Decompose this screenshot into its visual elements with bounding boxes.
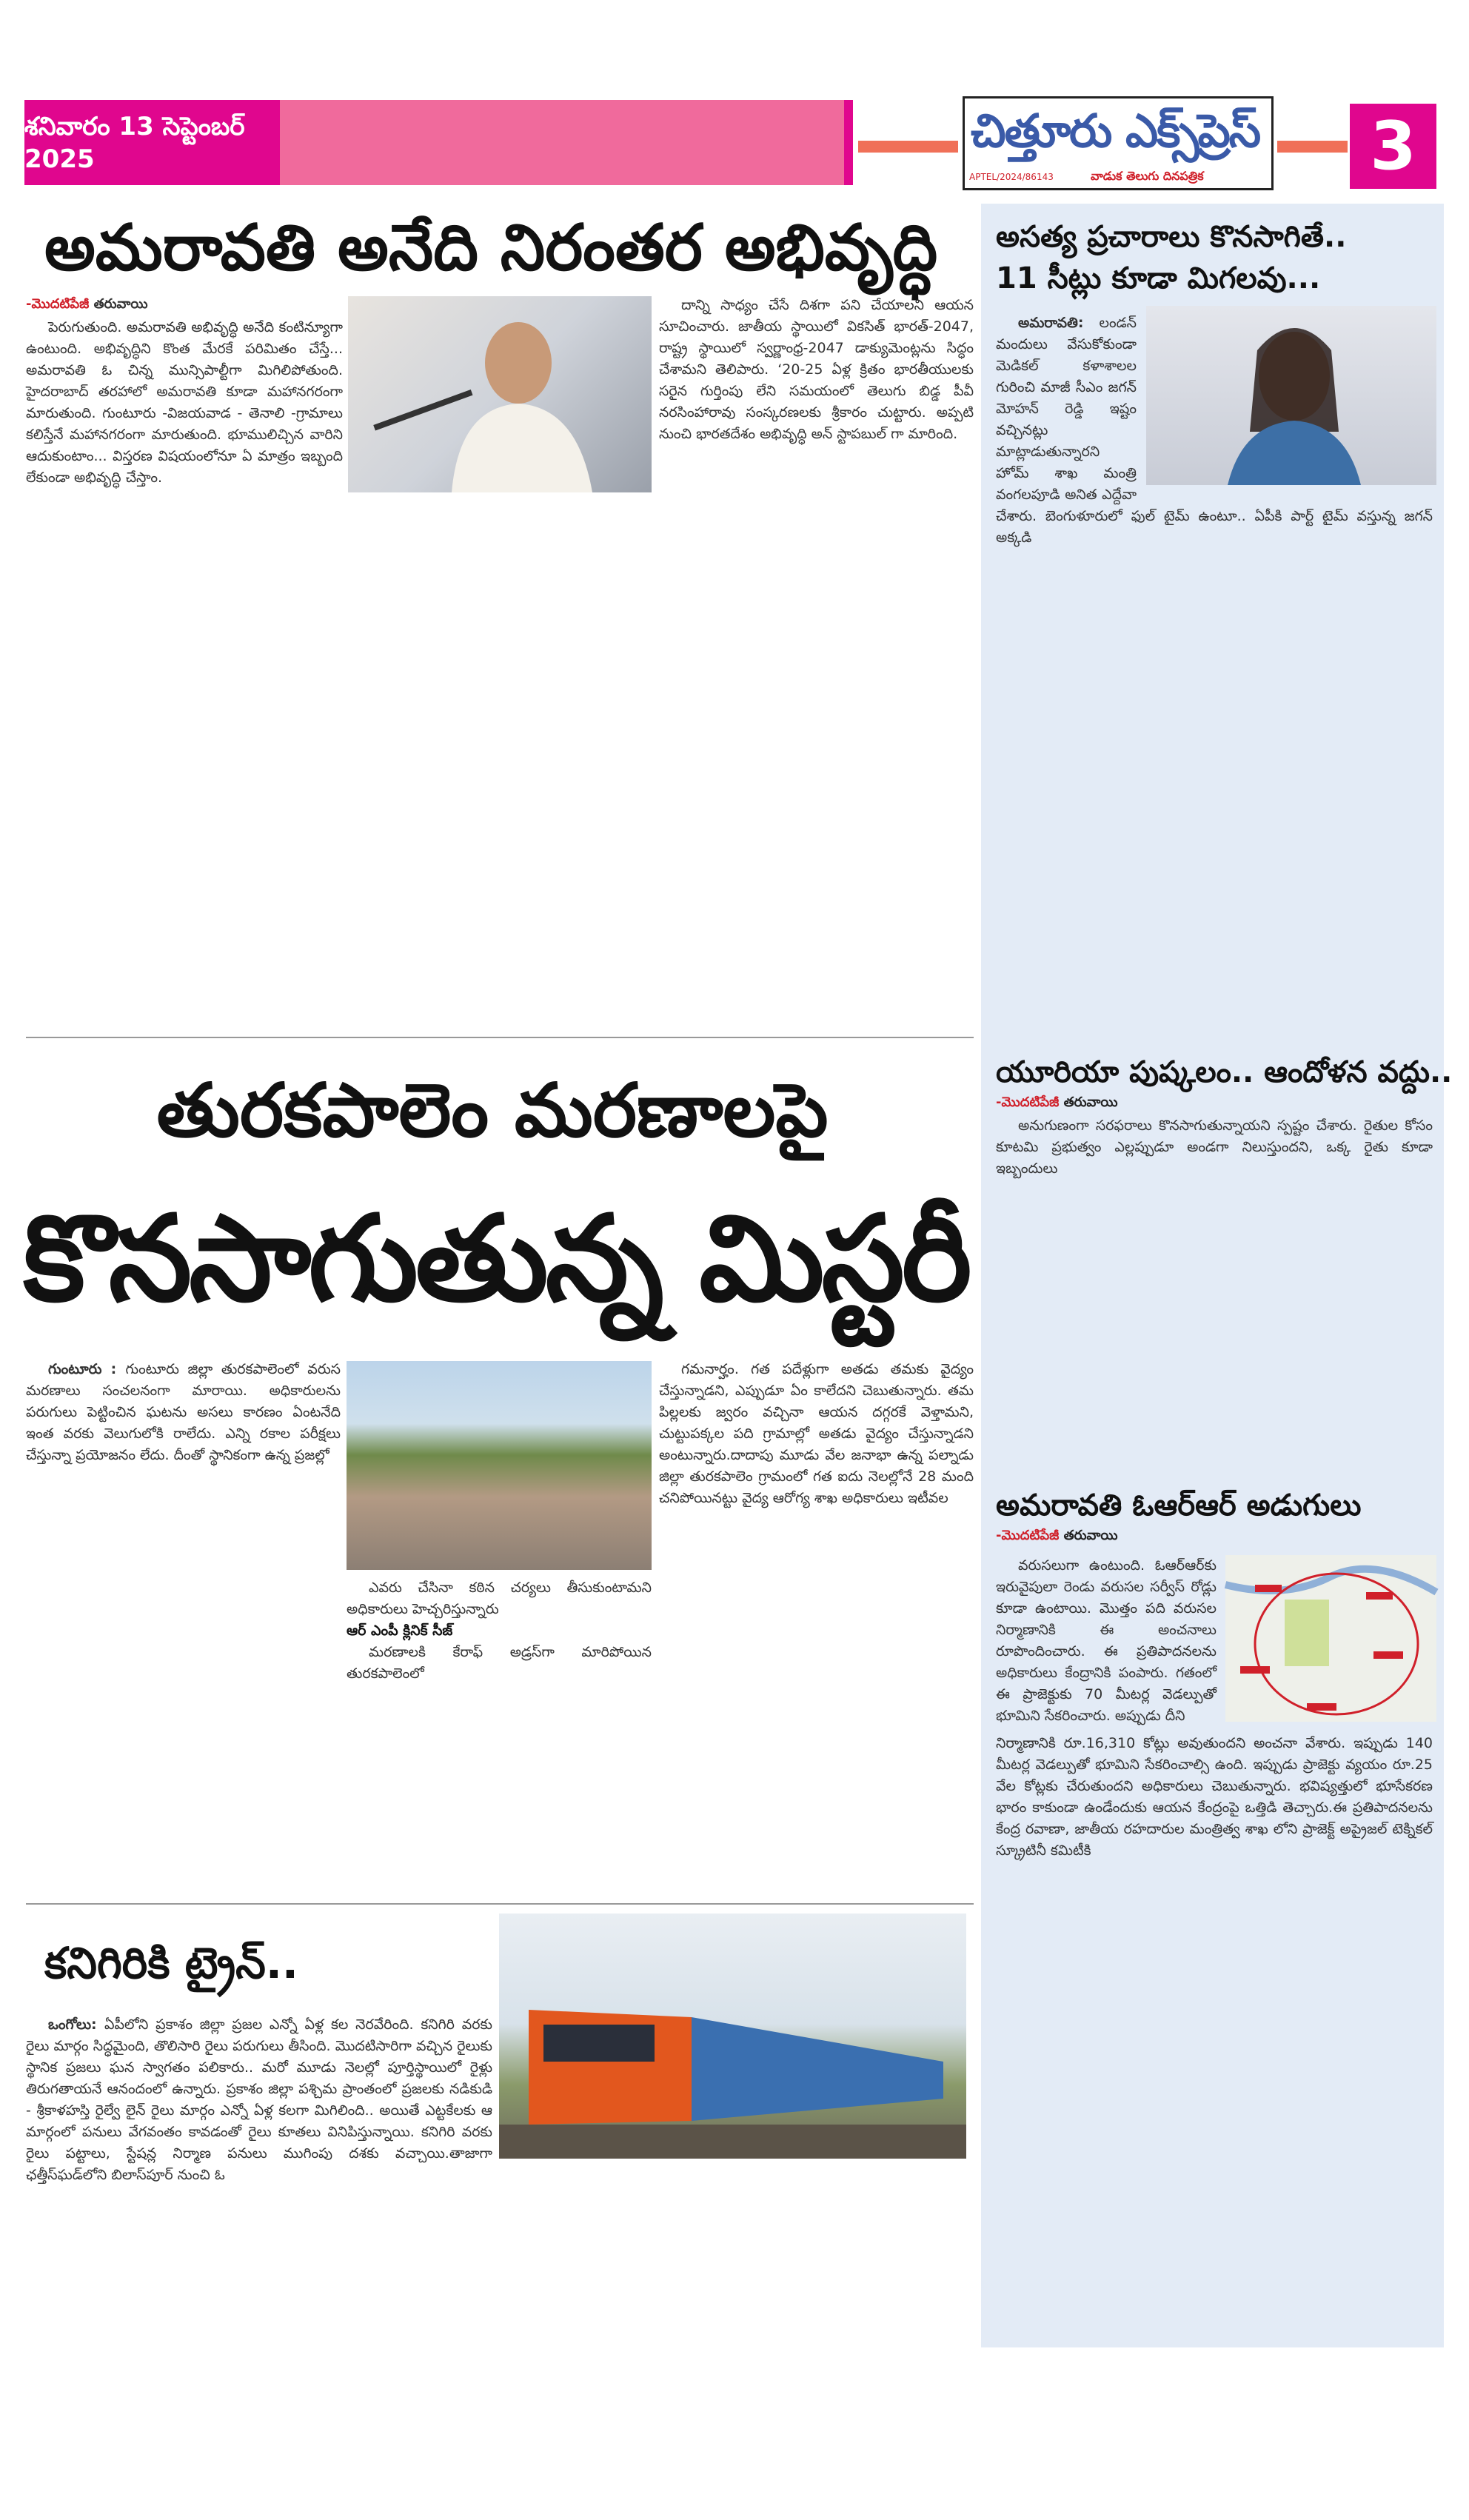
continued-black: తరువాయి <box>1059 1528 1118 1543</box>
orr-map <box>1225 1555 1436 1722</box>
train-image <box>499 1914 966 2159</box>
continued-tag <box>996 1526 1433 1545</box>
sidebar2 <box>996 1052 1453 1471</box>
article3-text: ఏపీలోని ప్రకాశం జిల్లా ప్రజల ఎన్నో ఏళ్ల కల నెరవేరింది. కనిగిరి వరకు రైలు మార్గం సిద్ధమైంది, తొలిసారి రైలు పరుగులు తీసింది. మొదటిసారిగా వచ్చిన రైలుకు స్థానిక ప్రజలు ఘన స్వాగతం పలికారు.. మరో మూడు నెలల్లో పూర్తిస్థాయిలో రైళ్లు తిరుగతాయనే ఆనందంలో ఉన్నారు. ప్రకాశం జిల్లా పశ్చిమ ప్రాంతంలో ప్రజలకు నడికుడి - శ్రీకాళహస్తి రైల్వే లైన్ రైలు మార్గం ఎన్నో ఏళ్ల కలగా మిగిలింది.. అయితే ఎట్టకేలకు ఆ మార్గంలో పనులు వేగవంతం కావడంతో రైలు కూతలు వినిపిస్తున్నాయి. కనిగిరి వరకు రైలు పట్టాలు, స్టేషన్ల నిర్మాణ పనులు ముగింపు దశకు వచ్చాయి.తాజాగా ఛత్తీస్‌ఘడ్‌లోని బిలాస్‌పూర్ నుంచి ఓ <box>26 2016 492 2183</box>
continued-tag <box>26 295 343 314</box>
divider <box>26 1037 974 1038</box>
sidebar1-headline-line2: 11 సీట్లు కూడా మిగలవు... <box>996 261 1321 295</box>
header-band <box>280 100 844 185</box>
orr-map-image <box>1225 1555 1436 1722</box>
logo-name: చిత్తూరు ఎక్స్‌ప్రెస్ <box>971 104 1260 158</box>
header-strip <box>844 100 853 185</box>
article1-col3 <box>659 295 974 1024</box>
article2-col1 <box>26 1359 341 1896</box>
logo-reg: APTEL/2024/86143 <box>969 172 1054 182</box>
sidebar2-headline: యూరియా పుష్కలం.. ఆందోళన వద్దు.. <box>996 1055 1453 1089</box>
header-divider <box>858 141 958 153</box>
sidebar3 <box>996 1485 1433 1548</box>
sidebar1-headline <box>996 216 1433 299</box>
village-photo <box>347 1361 652 1570</box>
sidebar1-text: లండన్ మందులు వేసుకోకుండా మెడికల్ కళాశాలల గురించి మాజీ సీఎం జగన్ మోహన్ రెడ్డి ఇష్టం వచ్చినట్లు మాట్లాడుతున్నారని హోమ్ శాఖ మంత్రి వంగలపూడి అనిత ఎద్దేవా చేశారు. బెంగుళూరులో ఫుల్ టైమ్ ఉంటూ.. ఏపీకి పార్ట్ టైమ్ వస్తున్న జగన్ అక్కడి <box>996 315 1433 546</box>
continued-red: -మొదటిపేజీ <box>26 296 90 312</box>
train-photo <box>499 1914 966 2159</box>
article3-body <box>26 2014 492 2183</box>
article1-headline: అమరావతి అనేది నిరంతర అభివృద్ధి <box>44 211 938 285</box>
article2-col2 <box>347 1577 652 1896</box>
header-divider <box>1277 141 1348 153</box>
article2-text: మరణాలకి కేరాఫ్ అడ్రస్‌గా మారిపోయిన తురకపాలెంలో <box>347 1644 652 1682</box>
continued-tag <box>996 1093 1433 1112</box>
sidebar3-body-narrow <box>996 1555 1217 1727</box>
article2-text: ఎవరు చేసినా కఠిన చర్యలు తీసుకుంటామని అధికారులు హెచ్చరిస్తున్నారు <box>347 1580 652 1617</box>
continued-black: తరువాయి <box>89 296 148 312</box>
issue-date: శనివారం 13 సెప్టెంబర్ 2025 <box>24 100 280 185</box>
article1-photo <box>348 296 652 492</box>
dateline: గుంటూరు : <box>48 1361 126 1377</box>
logo-tagline: వాడుక తెలుగు దినపత్రిక <box>1091 169 1204 183</box>
article1-text: దాన్ని సాధ్యం చేసే దిశగా పని చేయాలని ఆయన సూచించారు. జాతీయ స్థాయిలో వికసిత్ భారత్-2047, రాష్ట్ర స్థాయిలో స్వర్ణాంధ్ర-2047 డాక్యుమెంట్లను సిద్ధం చేశామని తెలిపారు. ‘20-25 ఏళ్ల క్రితం భారతీయులకు సరైన గుర్తింపు లేని సమయంలో తెలుగు బిడ్డ పీవీ నరసింహారావు సంస్కరణలకు శ్రీకారం చుట్టారు. అప్పటి నుంచి భారతదేశం అభివృద్ధి అన్ స్టాపబుల్ గా మారింది. <box>659 297 974 442</box>
sidebar3-headline: అమరావతి ఓఆర్ఆర్ అడుగులు <box>996 1488 1362 1523</box>
sidebar2-text: అనుగుణంగా సరఫరాలు కొనసాగుతున్నాయని స్పష్టం చేశారు. రైతుల కోసం కూటమి ప్రభుత్వం ఎల్లప్పుడూ అండగా నిలుస్తుందని, ఒక్క రైతు కూడా ఇబ్బందులు <box>996 1117 1433 1177</box>
dateline: ఒంగోలు: <box>48 2016 104 2033</box>
article2-headline-line2: కొనసాగుతున్న మిస్టరీ <box>23 1189 969 1328</box>
article2-text: గమనార్హం. గత పదేళ్లుగా అతడు తమకు వైద్యం చేస్తున్నాడని, ఎప్పుడూ ఏం కాలేదని చెబుతున్నారు. తమ పిల్లలకు జ్వరం వచ్చినా ఆయన దగ్గరకే వెళ్తామని, చుట్టుపక్కల పది గ్రామాల్లో అతడు వైద్యం చేస్తున్నాడని అంటున్నారు.దాదాపు మూడు వేల జనాభా ఉన్న పల్నాడు జిల్లా తురకపాలెం గ్రామంలో గత ఐదు నెలల్లోనే 28 మంది చనిపోయినట్టు వైద్య ఆరోగ్య శాఖ అధికారులు ఇటీవల <box>659 1361 974 1506</box>
divider <box>26 1903 974 1905</box>
article2-col3 <box>659 1359 974 1896</box>
article2-headline-line1: తురకపాలెం మరణాలపై <box>156 1067 829 1154</box>
article1-text: పెరుగుతుంది. అమరావతి అభివృద్ధి అనేది కంటిన్యూగా ఉంటుంది. అభివృద్ధిని కొంత మేరకే పరిమితం చేస్తే... అమరావతి ఓ చిన్న మున్సిపాల్టీగా మిగిలిపోతుంది. హైదరాబాద్ తరహాలో అమరావతి కూడా మహానగరంగా మారుతుంది. గుంటూరు -విజయవాడ - తెనాలి -గ్రామాలు కలిస్తేనే మహానగరంగా మారుతుంది. భూములిచ్చిన వారిని ఆదుకుంటాం... విస్తరణ విషయంలోనూ ఏ మాత్రం ఇబ్బంది లేకుండా అభివృద్ధి చేస్తాం. <box>26 319 343 486</box>
dateline: అమరావతి: <box>1018 315 1100 331</box>
page-number: 3 <box>1350 104 1436 189</box>
sidebar1-body <box>996 313 1433 1038</box>
article1-col1 <box>26 295 343 1024</box>
continued-black: తరువాయి <box>1059 1094 1118 1110</box>
sidebar1-headline-line1: అసత్య ప్రచారాలు కొనసాగితే.. <box>996 220 1347 254</box>
sidebar3-body-wide <box>996 1733 1433 2340</box>
article2-text: గుంటూరు జిల్లా తురకపాలెంలో వరుస మరణాలు సంచలనంగా మారాయి. అధికారులను పరుగులు పెట్టించిన ఘటను అసలు కారణం ఏంటనేది ఇంత వరకు వెలుగులోకి రాలేదు. ఎన్ని రకాల పరీక్షలు చేస్తున్నా ప్రయోజనం లేదు. దీంతో స్థానికంగా ఉన్న ప్రజల్లో <box>26 1361 341 1463</box>
article3-headline: కనిగిరికి ట్రైన్.. <box>44 1938 298 1988</box>
masthead-logo <box>963 96 1274 190</box>
sidebar2-body <box>996 1115 1433 1471</box>
continued-red: -మొదటిపేజీ <box>996 1528 1060 1543</box>
article2-subhead: ఆర్ ఎంపీ క్లినిక్ సీజ్ <box>347 1622 453 1639</box>
continued-red: -మొదటిపేజీ <box>996 1094 1060 1110</box>
cm-speaking-image <box>348 296 652 492</box>
sidebar3-text: నిర్మాణానికి రూ.16,310 కోట్లు అవుతుందని అంచనా వేశారు. ఇప్పుడు 140 మీటర్ల వెడల్పుతో భూమిని సేకరించాల్సి ఉంది. ఇప్పుడు ప్రాజెక్టు వ్యయం రూ.25 వేల కోట్లకు చేరుతుందని అధికారులు చెబుతున్నారు. భవిష్యత్తులో భూసేకరణ భారం కాకుండా ఉండేందుకు ఆయన కేంద్రంపై ఒత్తిడి తెచ్చారు.ఈ ప్రతిపాదనలను కేంద్ర రవాణా, జాతీయ రహదారుల మంత్రిత్వ శాఖ లోని ప్రాజెక్ట్ అప్రైజల్ టెక్నికల్ స్క్రూటినీ కమిటీకి <box>996 1735 1433 1859</box>
sidebar3-text: వరుసలుగా ఉంటుంది. ఓఆర్ఆర్‌కు ఇరువైపులా రెండు వరుసల సర్వీస్ రోడ్లు కూడా ఉంటాయి. మొత్తం పది వరుసల నిర్మాణానికి ఈ అంచనాలు రూపొందించారు. ఈ ప్రతిపాదనలను అధికారులు కేంద్రానికి పంపారు. గతంలో ఈ ప్రాజెక్టుకు 70 మీటర్ల వెడల్పుతో భూమిని సేకరించారు. అప్పుడు దీని <box>996 1557 1217 1724</box>
photo-spacer <box>1137 313 1433 490</box>
